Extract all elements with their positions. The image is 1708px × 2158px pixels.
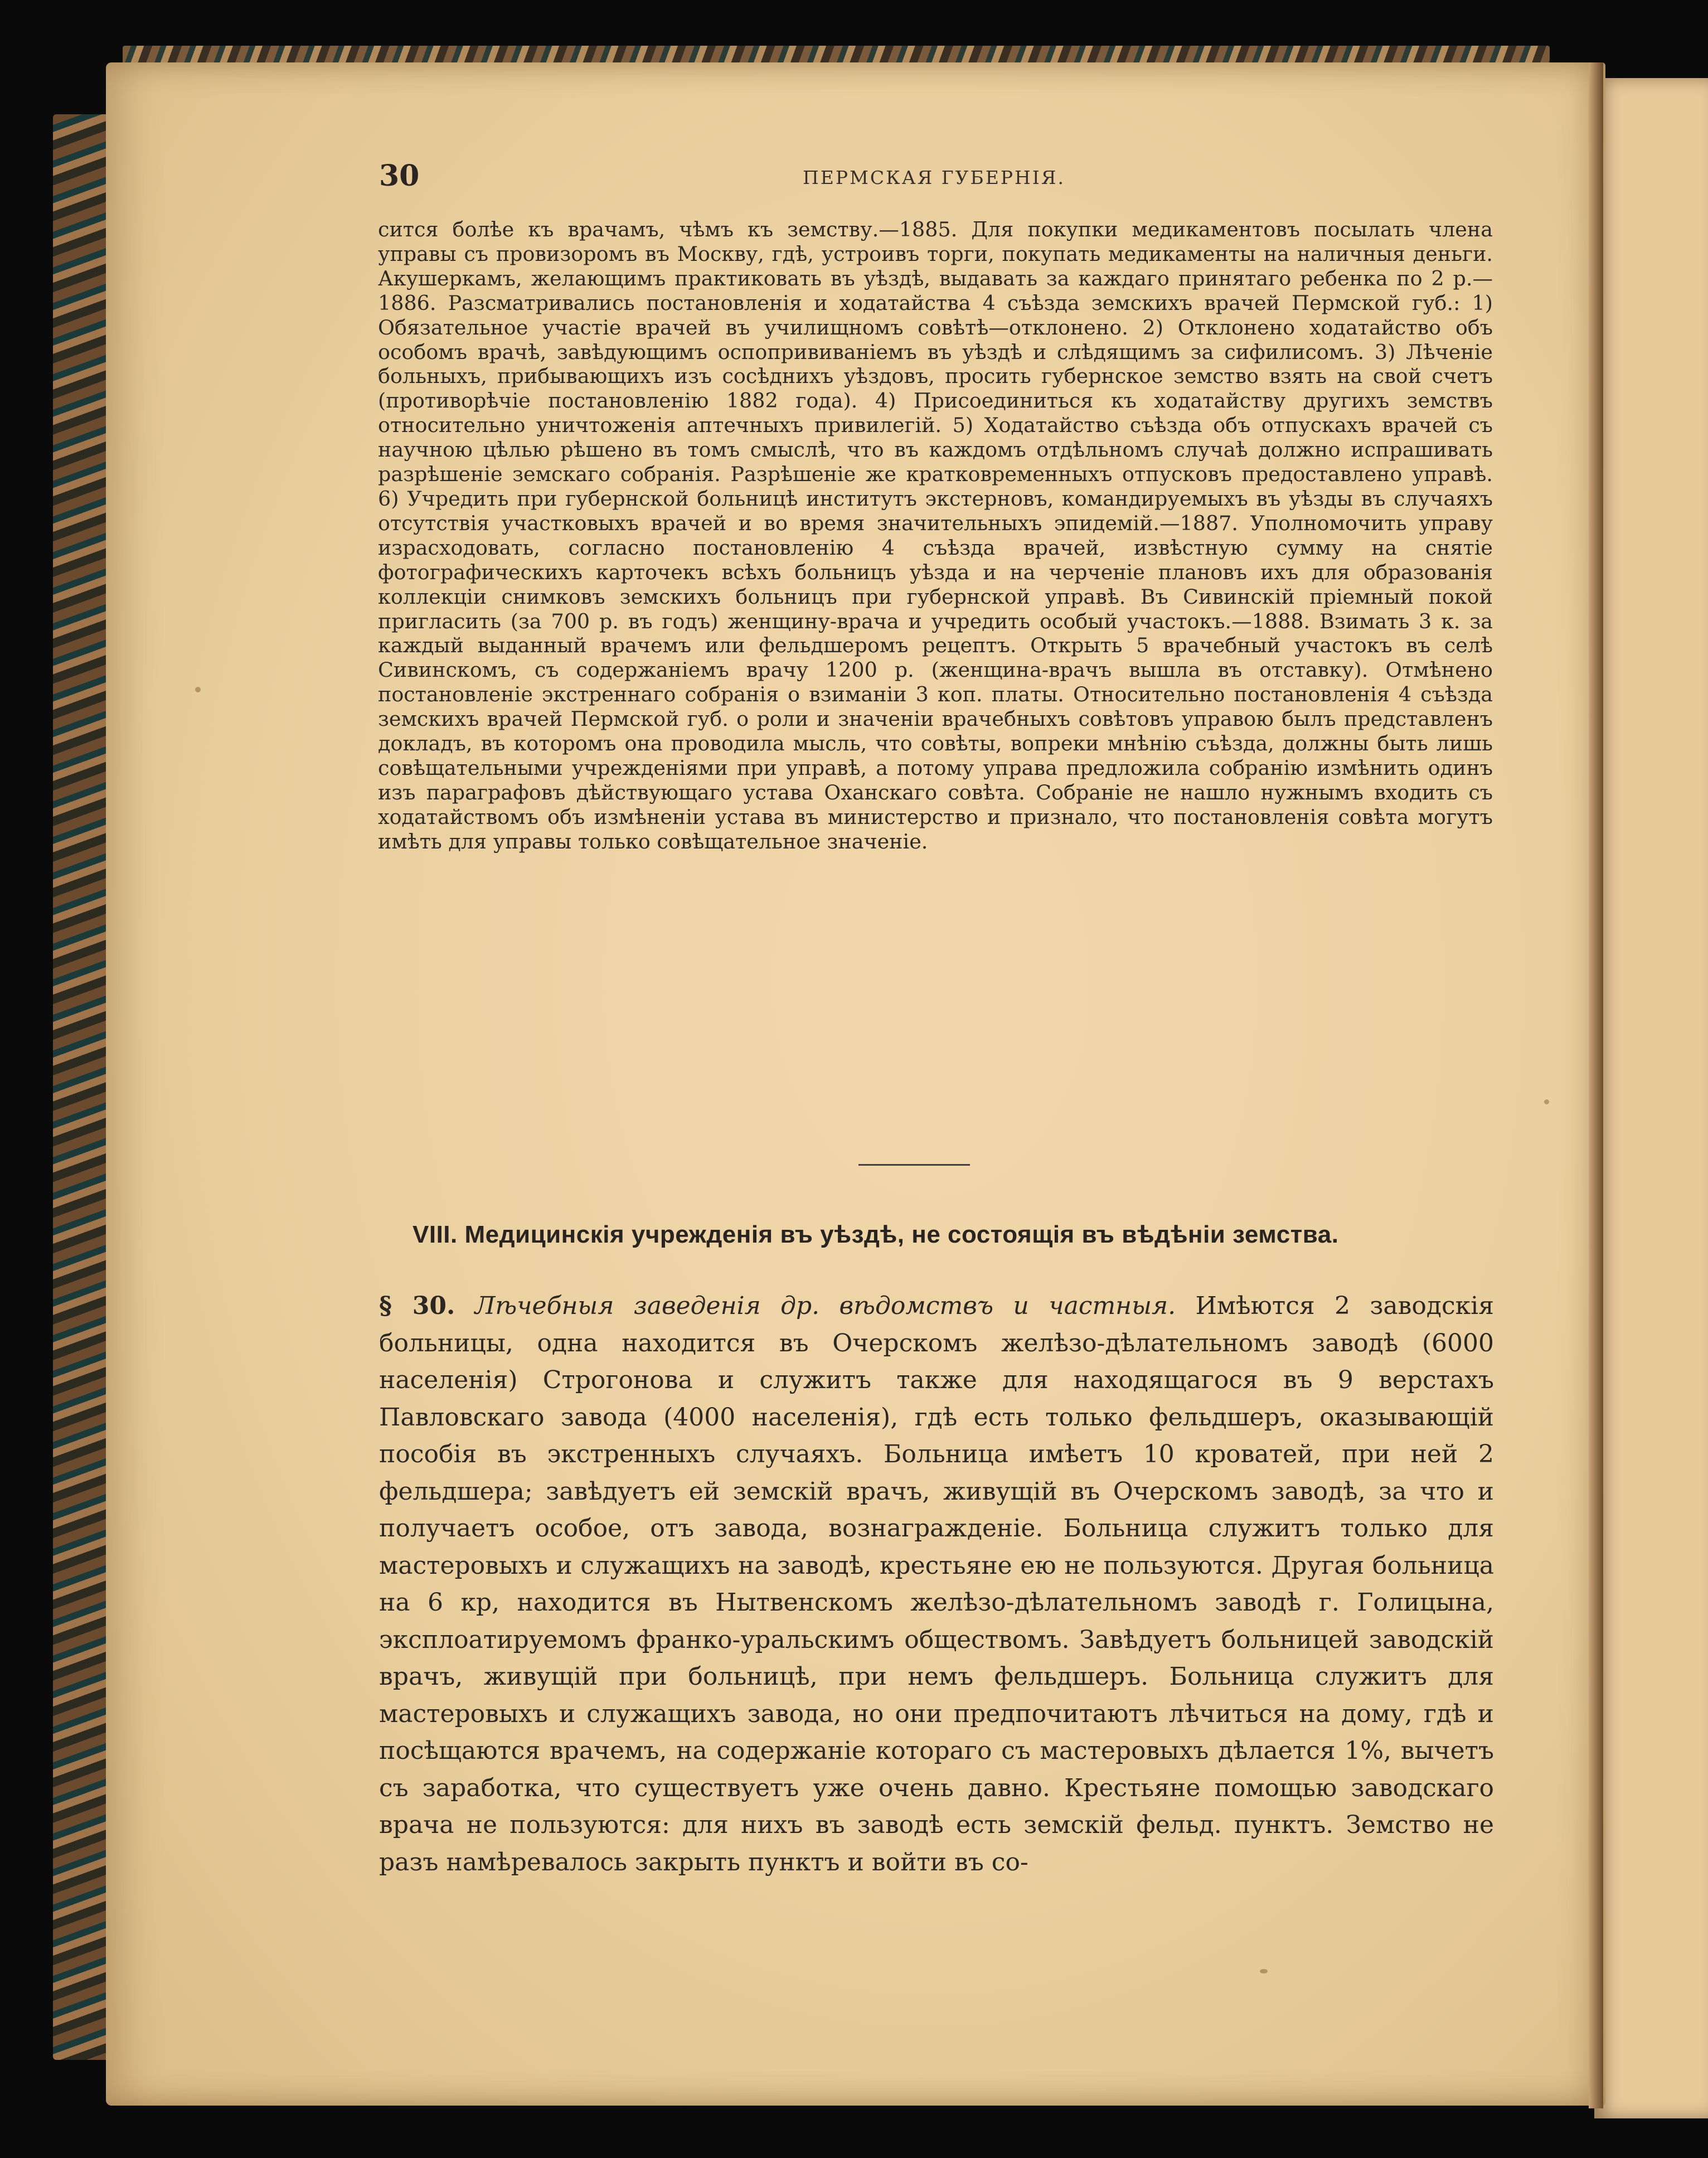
- section-divider: [858, 1164, 970, 1166]
- page-gutter: [1589, 62, 1603, 2108]
- small-print-paragraph: сится болѣе къ врачамъ, чѣмъ къ земству.—1885. Для покупки медикаментовъ посылать члена управы съ провизоромъ въ Москву, гдѣ, устроивъ торги, покупать медикаменты на наличныя деньги. Акушеркамъ, желающимъ практиковать въ уѣздѣ, выдавать за каждаго принятаго ребенка по 2 р.—1886. Разсматривались постановленія и ходатайства 4 съѣзда земскихъ врачей Пермской губ.: 1) Обязательное участіе врачей въ училищномъ совѣтѣ—отклонено. 2) Отклонено ходатайство объ особомъ врачѣ, завѣдующимъ оспопрививаніемъ въ уѣздѣ и слѣдящимъ за сифилисомъ. 3) Лѣченіе больныхъ, прибывающихъ изъ сосѣднихъ уѣздовъ, просить губернское земство взять на свой счетъ (противорѣчіе постановленію 1882 года). 4) Присоединиться къ ходатайству другихъ земствъ относительно уничтоженія аптечныхъ привилегій. 5) Ходатайство съѣзда объ отпускахъ врачей съ научною цѣлью рѣшено въ томъ смыслѣ, что въ каждомъ отдѣльномъ случаѣ должно испрашивать разрѣшеніе земскаго собранія. Разрѣшеніе же кратковременныхъ отпусковъ предоставлено управѣ. 6) Учредить при губернской больницѣ институтъ экстерновъ, командируемыхъ въ уѣзды въ случаяхъ отсутствія участковыхъ врачей и во время значительныхъ эпидемій.—1887. Уполномочить управу израсходовать, согласно постановленію 4 съѣзда врачей, извѣстную сумму на снятіе фотографическихъ карточекъ всѣхъ больницъ уѣзда и на черченіе плановъ ихъ для образованія коллекціи снимковъ земскихъ больницъ при губернской управѣ. Въ Сивинскій пріемный покой пригласить (за 700 р. въ годъ) женщину-врача и учредить особый участокъ.—1888. Взимать 3 к. за каждый выданный врачемъ или фельдшеромъ рецептъ. Открыть 5 врачебный участокъ въ селѣ Сивинскомъ, съ содержаніемъ врачу 1200 р. (женщина-врачъ вышла въ отставку). Отмѣнено постановленіе экстреннаго собранія о взиманіи 3 коп. платы. Относительно постановленія 4 съѣзда земскихъ врачей Пермской губ. о роли и значеніи врачебныхъ совѣтовъ управою былъ представленъ докладъ, въ которомъ она проводила мысль, что совѣты, вопреки мнѣнію съѣзда, должны быть лишь совѣщательными учрежденіями при управѣ, а потому управа предложила собранію измѣнить одинъ изъ параграфовъ дѣйствующаго устава Оханскаго совѣта. Собраніе не нашло нужнымъ входить съ ходатайствомъ объ измѣненіи устава въ министерство и признало, что постановленія совѣта могутъ имѣть для управы только совѣщательное значеніе.: [378, 217, 1493, 853]
- section-heading: VIII. Медицинскія учрежденія въ уѣздѣ, не состоящія въ вѣдѣніи земства.: [413, 1221, 1339, 1248]
- paper-spot: [1544, 1099, 1549, 1104]
- paper-spot: [195, 687, 201, 692]
- page-number: 30: [379, 159, 420, 193]
- paper-spot: [1260, 1969, 1268, 1973]
- main-text-block: [379, 1288, 1494, 1881]
- small-print-block: [378, 217, 1493, 854]
- page-header: [379, 159, 1511, 198]
- paragraph-text: Имѣются 2 заводскія больницы, одна находится въ Очерскомъ желѣзо-дѣлательномъ заводѣ (6000 населенія) Строгонова и служитъ также для находящагося въ 9 верстахъ Павловскаго завода (4000 населенія), гдѣ есть только фельдшеръ, оказывающій пособія въ экстренныхъ случаяхъ. Больница имѣетъ 10 кроватей, при ней 2 фельдшера; завѣдуетъ ей земскій врачъ, живущій въ Очерскомъ заводѣ, за что и получаетъ особое, отъ завода, вознагражденіе. Больница служитъ только для мастеровыхъ и служащихъ на заводѣ, крестьяне ею не пользуются. Другая больница на 6 кр, находится въ Нытвенскомъ желѣзо-дѣлательномъ заводѣ г. Голицына, эксплоатируемомъ франко-уральскимъ обществомъ. Завѣдуетъ больницей заводскій врачъ, живущій при больницѣ, при немъ фельдшеръ. Больница служитъ для мастеровыхъ и служащихъ завода, но они предпочитаютъ лѣчиться на дому, гдѣ и посѣщаются врачемъ, на содержаніе котораго съ мастеровыхъ дѣлается 1%, вычетъ съ заработка, что существуетъ уже очень давно. Крестьяне помощью заводскаго врача не пользуются: для нихъ въ заводѣ есть земскій фельд. пунктъ. Земство не разъ намѣревалось закрыть пунктъ и войти въ со-: [379, 1292, 1494, 1876]
- facing-page-edge: [1594, 78, 1708, 2118]
- body-paragraph: [379, 1288, 1494, 1881]
- paragraph-number: § 30.: [379, 1292, 455, 1320]
- paragraph-title: Лѣчебныя заведенія др. вѣдомствъ и частныя.: [474, 1292, 1176, 1320]
- running-title: ПЕРМСКАЯ ГУБЕРНІЯ.: [803, 167, 1065, 188]
